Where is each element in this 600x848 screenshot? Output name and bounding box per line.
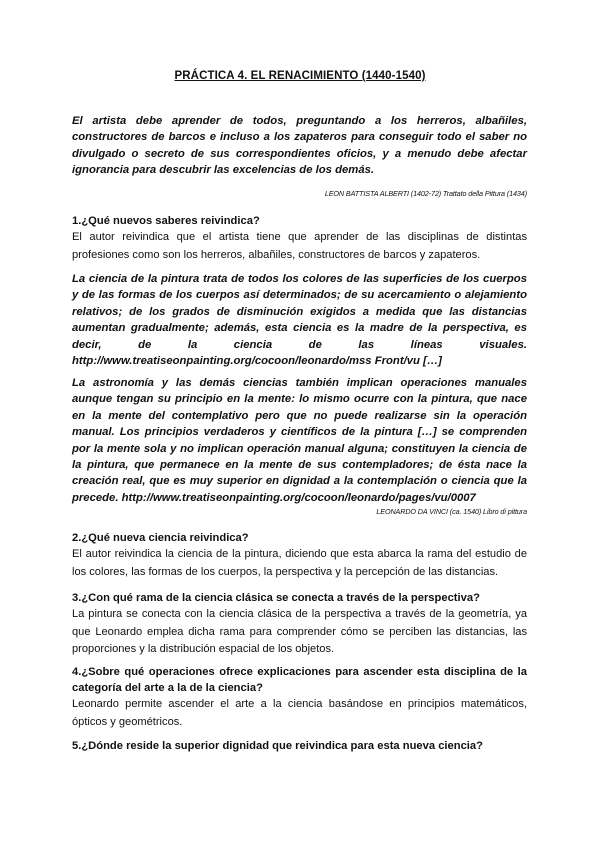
question-1-section [72, 213, 527, 264]
question-3-section [72, 590, 527, 659]
question-4: 4.¿Sobre qué operaciones ofrece explicaciones para ascender esta disciplina de la categoría del arte a la de la ciencia? [72, 666, 527, 694]
question-5-section [72, 738, 527, 754]
alberti-quote: El artista debe aprender de todos, preguntando a los herreros, albañiles, constructores de barcos e incluso a los zapateros para conseguir todo el saber no divulgado o secreto de sus correspondientes oficios, y a menudo debe afectar ignorancia para descubrir las excelencias de los demás. [72, 115, 527, 177]
alberti-attribution: LEON BATTISTA ALBERTI (1402-72) Trattato della Pittura (1434) [324, 189, 527, 198]
leonardo-quote-1: La ciencia de la pintura trata de todos los colores de las superficies de los cuerpos y de las formas de los cuerpos así determinados; de su acercamiento o alejamiento relativos; de los grados de disminución exigidos a medida que las distancias aumentan gradualmente; además, esta ciencia es la madre de la perspectiva, es decir, de la ciencia de las líneas visuales. http://www.treatiseonpainting.org/cocoon/leonardo/mss Front/vu […] [72, 273, 527, 368]
question-2-section [72, 530, 527, 581]
leonardo-attribution: LEONARDO DA VINCI (ca. 1540) Libro di pittura [376, 507, 527, 516]
leonardo-quote-2: La astronomía y las demás ciencias también implican operaciones manuales aunque tengan su principio en la mente: lo mismo ocurre con la pintura, que nace en la mente del contemplativo pero que no puede realizarse sin la operación manual. Los principios verdaderos y científicos de la pintura […] se comprenden por la mente sola y no implican operación manual alguna; constituyen la ciencia de la pintura, que permanece en la mente de sus contempladores; de ésta nace la creación real, que es muy superior en dignidad a la contemplación o ciencia que la precede. http://www.treatiseonpainting.org/cocoon/leonardo/pages/vu/0007 [72, 377, 527, 504]
question-5: 5.¿Dónde reside la superior dignidad que reivindica para esta nueva ciencia? [72, 740, 483, 752]
answer-2: El autor reivindica la ciencia de la pintura, diciendo que esta abarca la rama del estudio de los colores, las formas de los cuerpos, la perspectiva y la percepción de las distancias. [72, 548, 527, 578]
question-3: 3.¿Con qué rama de la ciencia clásica se conecta a través de la perspectiva? [72, 592, 480, 604]
answer-4: Leonardo permite ascender el arte a la ciencia basándose en principios matemáticos, ópticos y geométricos. [72, 698, 527, 728]
question-1: 1.¿Qué nuevos saberes reivindica? [72, 215, 260, 227]
answer-1: El autor reivindica que el artista tiene que aprender de las disciplinas de distintas profesiones como son los herreros, albañiles, constructores de barcos y zapateros. [72, 231, 527, 261]
question-4-section [72, 664, 527, 731]
answer-3: La pintura se conecta con la ciencia clásica de la perspectiva a través de la geometría, ya que Leonardo emplea dicha rama para comprender cómo se perciben las distancias, las proporciones y la distribución espacial de los objetos. [72, 608, 527, 655]
question-2: 2.¿Qué nueva ciencia reivindica? [72, 532, 249, 544]
page-title: PRÁCTICA 4. EL RENACIMIENTO (1440-1540) [174, 70, 426, 82]
